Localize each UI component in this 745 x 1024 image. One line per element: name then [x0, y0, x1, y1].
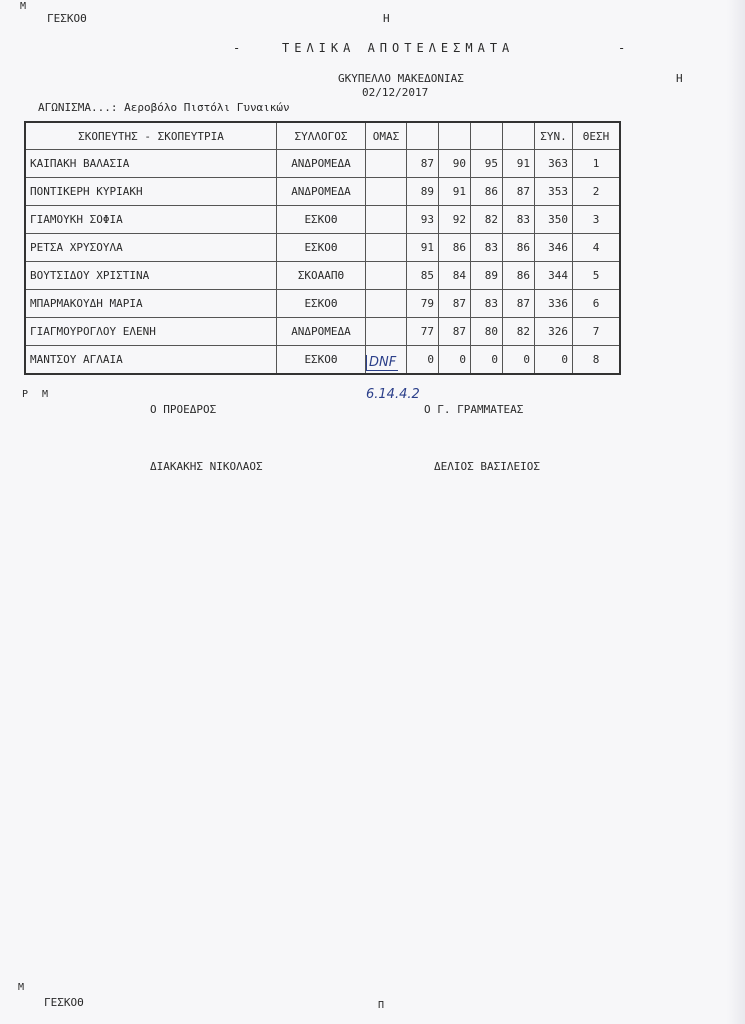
club: ΑΝΔΡΟΜΕΔΑ: [277, 178, 366, 206]
series-1: 93: [407, 206, 439, 234]
series-4: 83: [503, 206, 535, 234]
series-4: 86: [503, 262, 535, 290]
footer-marks: Ρ Μ: [22, 389, 49, 400]
series-1: 87: [407, 150, 439, 178]
series-4: 86: [503, 234, 535, 262]
position: 4: [573, 234, 621, 262]
shooter-name: ΠΟΝΤΙΚΕΡΗ ΚΥΡΙΑΚΗ: [25, 178, 277, 206]
secretary-title: Ο Γ. ΓΡΑΜΜΑΤΕΑΣ: [424, 403, 524, 416]
shooter-name: ΒΟΥΤΣΙΔΟΥ ΧΡΙΣΤΙΝΑ: [25, 262, 277, 290]
table-row: [25, 234, 620, 262]
event-label: ΑΓΩΝΙΣΜΑ...:: [38, 101, 118, 114]
total: 363: [535, 150, 573, 178]
series-1: 89: [407, 178, 439, 206]
series-3: 83: [471, 234, 503, 262]
top-left-mark: M: [20, 1, 27, 12]
series-2: 84: [439, 262, 471, 290]
series-2: 91: [439, 178, 471, 206]
club: ΕΣΚΟΘ: [277, 346, 366, 375]
series-2: 90: [439, 150, 471, 178]
col-header-series-4: [503, 122, 535, 150]
total: 350: [535, 206, 573, 234]
title-dash-right: -: [618, 41, 626, 55]
position: 2: [573, 178, 621, 206]
club: ΑΝΔΡΟΜΕΔΑ: [277, 318, 366, 346]
club: ΑΝΔΡΟΜΕΔΑ: [277, 150, 366, 178]
shooter-name: ΓΙΑΓΜΟΥΡΟΓΛΟΥ ΕΛΕΝΗ: [25, 318, 277, 346]
team: [366, 178, 407, 206]
col-header-series-3: [471, 122, 503, 150]
series-2: 87: [439, 290, 471, 318]
col-header-position: ΘΕΣΗ: [573, 122, 621, 150]
team: [366, 206, 407, 234]
position: 7: [573, 318, 621, 346]
page-edge-shadow: [727, 0, 745, 1024]
series-3: 82: [471, 206, 503, 234]
team: [366, 234, 407, 262]
bottom-center-mark: Π: [378, 1000, 385, 1011]
table-row: [25, 318, 620, 346]
results-table: [24, 121, 621, 375]
table-row: [25, 150, 620, 178]
position: 3: [573, 206, 621, 234]
series-3: 89: [471, 262, 503, 290]
series-2: 86: [439, 234, 471, 262]
president-title: Ο ΠΡΟΕΔΡΟΣ: [150, 403, 217, 416]
series-4: 91: [503, 150, 535, 178]
series-2: 87: [439, 318, 471, 346]
table-row: [25, 206, 620, 234]
series-4: 0: [503, 346, 535, 375]
title-dash-left: -: [233, 41, 241, 55]
event-line: [38, 101, 290, 114]
col-header-total: ΣΥΝ.: [535, 122, 573, 150]
series-3: 0: [471, 346, 503, 375]
total: 346: [535, 234, 573, 262]
event-name: Αεροβόλο Πιστόλι Γυναικών: [124, 101, 290, 114]
total: 0: [535, 346, 573, 375]
org-label: ΓΕΣΚΟΘ: [47, 12, 87, 25]
table-row: [25, 346, 620, 375]
series-1: 85: [407, 262, 439, 290]
shooter-name: ΜΑΝΤΣΟΥ ΑΓΛΑΙΑ: [25, 346, 277, 375]
series-3: 86: [471, 178, 503, 206]
venue-right-mark: Η: [676, 72, 683, 85]
total: 353: [535, 178, 573, 206]
series-1: 0: [407, 346, 439, 375]
team: [366, 150, 407, 178]
team: [366, 290, 407, 318]
table-header-row: [25, 122, 620, 150]
handwritten-dnf: DNF: [366, 355, 398, 371]
event-date: 02/12/2017: [362, 86, 429, 99]
page-title: ΤΕΛΙΚΑ ΑΠΟΤΕΛΕΣΜΑΤΑ: [282, 41, 515, 55]
col-header-club: ΣΥΛΛΟΓΟΣ: [277, 122, 366, 150]
team: [366, 318, 407, 346]
series-3: 95: [471, 150, 503, 178]
position: 1: [573, 150, 621, 178]
position: 5: [573, 262, 621, 290]
shooter-name: ΚΑΙΠΑΚΗ ΒΑΛΑΣΙΑ: [25, 150, 277, 178]
club: ΕΣΚΟΘ: [277, 290, 366, 318]
series-3: 80: [471, 318, 503, 346]
series-1: 79: [407, 290, 439, 318]
shooter-name: ΓΙΑΜΟΥΚΗ ΣΟΦΙΑ: [25, 206, 277, 234]
total: 336: [535, 290, 573, 318]
position: 8: [573, 346, 621, 375]
club: ΕΣΚΟΘ: [277, 234, 366, 262]
col-header-series-2: [439, 122, 471, 150]
table-row: [25, 290, 620, 318]
team: [366, 262, 407, 290]
col-header-series-1: [407, 122, 439, 150]
table-row: [25, 178, 620, 206]
series-2: 0: [439, 346, 471, 375]
series-1: 91: [407, 234, 439, 262]
series-4: 87: [503, 178, 535, 206]
table-row: [25, 262, 620, 290]
series-2: 92: [439, 206, 471, 234]
col-header-team: ΟΜΑΣ: [366, 122, 407, 150]
total: 344: [535, 262, 573, 290]
club: ΣΚΟΑΑΠΘ: [277, 262, 366, 290]
series-4: 87: [503, 290, 535, 318]
secretary-name: ΔΕΛΙΟΣ ΒΑΣΙΛΕΙΟΣ: [434, 460, 540, 473]
bottom-mark: M: [18, 982, 25, 993]
total: 326: [535, 318, 573, 346]
shooter-name: ΡΕΤΣΑ ΧΡΥΣΟΥΛΑ: [25, 234, 277, 262]
bottom-org: ΓΕΣΚΟΘ: [44, 996, 84, 1009]
club: ΕΣΚΟΘ: [277, 206, 366, 234]
president-name: ΔΙΑΚΑΚΗΣ ΝΙΚΟΛΑΟΣ: [150, 460, 263, 473]
shooter-name: ΜΠΑΡΜΑΚΟΥΔΗ ΜΑΡΙΑ: [25, 290, 277, 318]
series-3: 83: [471, 290, 503, 318]
venue-label: GΚΥΠΕΛΛΟ ΜΑΚΕΔΟΝΙΑΣ: [338, 72, 464, 85]
series-1: 77: [407, 318, 439, 346]
top-center-mark: Η: [383, 12, 390, 25]
col-header-shooter: ΣΚΟΠΕΥΤΗΣ - ΣΚΟΠΕΥΤΡΙΑ: [25, 122, 277, 150]
position: 6: [573, 290, 621, 318]
series-4: 82: [503, 318, 535, 346]
handwritten-rule-ref: 6.14.4.2: [366, 387, 420, 402]
